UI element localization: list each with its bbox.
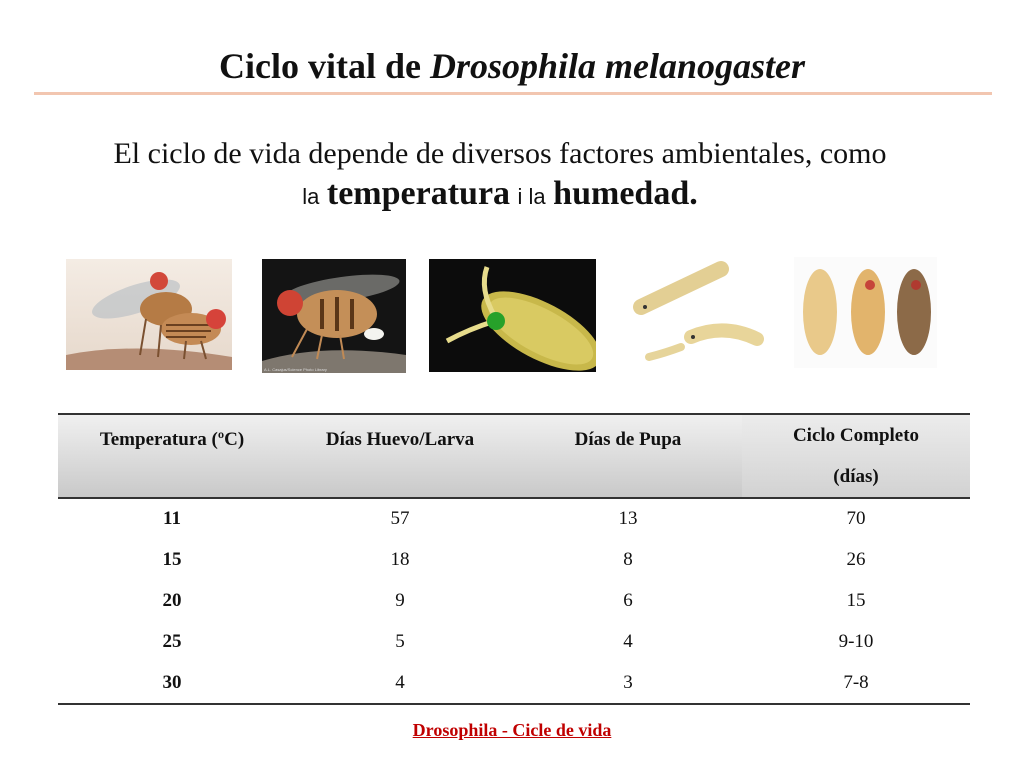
cell-full-cycle-days: 26 bbox=[846, 549, 866, 571]
egg-photo bbox=[429, 259, 596, 372]
cell-egg-larva-days: 57 bbox=[390, 508, 410, 530]
cell-full-cycle-days: 7-8 bbox=[742, 662, 970, 704]
cell-egg-larva-days: 9 bbox=[395, 589, 405, 611]
cell-egg-larva-days: 18 bbox=[390, 549, 410, 571]
table-row bbox=[58, 621, 970, 662]
title-divider bbox=[34, 92, 992, 95]
intro-line-2 bbox=[0, 174, 1000, 217]
cell-full-cycle-days: 15 bbox=[846, 589, 866, 611]
cell-temperature: 25 bbox=[162, 630, 182, 652]
intro-line-1: El ciclo de vida depende de diversos factores ambientales, como bbox=[113, 137, 887, 170]
photo-credit: A.L. Casajus/Science Photo Library bbox=[264, 367, 327, 372]
cell-pupa-days: 6 bbox=[623, 589, 633, 611]
title-plain: Ciclo vital de bbox=[218, 46, 421, 86]
cell-pupa-days: 13 bbox=[618, 508, 638, 530]
cell-temperature: 30 bbox=[58, 662, 286, 704]
cell-full-cycle-days: 70 bbox=[846, 508, 866, 530]
slide-title bbox=[0, 44, 1024, 88]
intro-temperatura: temperatura bbox=[326, 175, 511, 212]
life-cycle-table bbox=[58, 413, 970, 705]
header-temperatura: Temperatura (ºC) bbox=[58, 414, 286, 498]
intro-text bbox=[0, 134, 1000, 217]
cell-temperature: 15 bbox=[162, 549, 182, 571]
cell-full-cycle-days: 9-10 bbox=[838, 630, 874, 652]
cell-pupa-days: 4 bbox=[623, 630, 633, 652]
life-cycle-link[interactable]: Drosophila - Cicle de vida bbox=[412, 720, 612, 740]
intro-humedad: humedad. bbox=[553, 175, 698, 212]
header-huevo-larva: Días Huevo/Larva bbox=[286, 414, 514, 498]
table-row bbox=[58, 540, 970, 581]
table-row bbox=[58, 581, 970, 622]
cell-temperature: 20 bbox=[162, 589, 182, 611]
title-species: Drosophila melanogaster bbox=[429, 46, 806, 86]
table-row bbox=[58, 662, 970, 704]
table-header-row bbox=[58, 414, 970, 498]
cell-egg-larva-days: 4 bbox=[286, 662, 514, 704]
intro-i-la: i la bbox=[517, 184, 546, 209]
header-ciclo-completo: Ciclo Completo (días) bbox=[742, 414, 970, 498]
cell-pupa-days: 3 bbox=[514, 662, 742, 704]
header-pupa: Días de Pupa bbox=[514, 414, 742, 498]
larvae-photo bbox=[629, 259, 779, 371]
cell-egg-larva-days: 5 bbox=[395, 630, 405, 652]
pupae-photo bbox=[794, 257, 937, 368]
fly-laying-egg-photo bbox=[262, 259, 406, 373]
table-row bbox=[58, 498, 970, 540]
cell-pupa-days: 8 bbox=[623, 549, 633, 571]
intro-la: la bbox=[302, 184, 320, 209]
cell-temperature: 11 bbox=[163, 508, 181, 530]
mating-flies-photo bbox=[66, 259, 232, 370]
